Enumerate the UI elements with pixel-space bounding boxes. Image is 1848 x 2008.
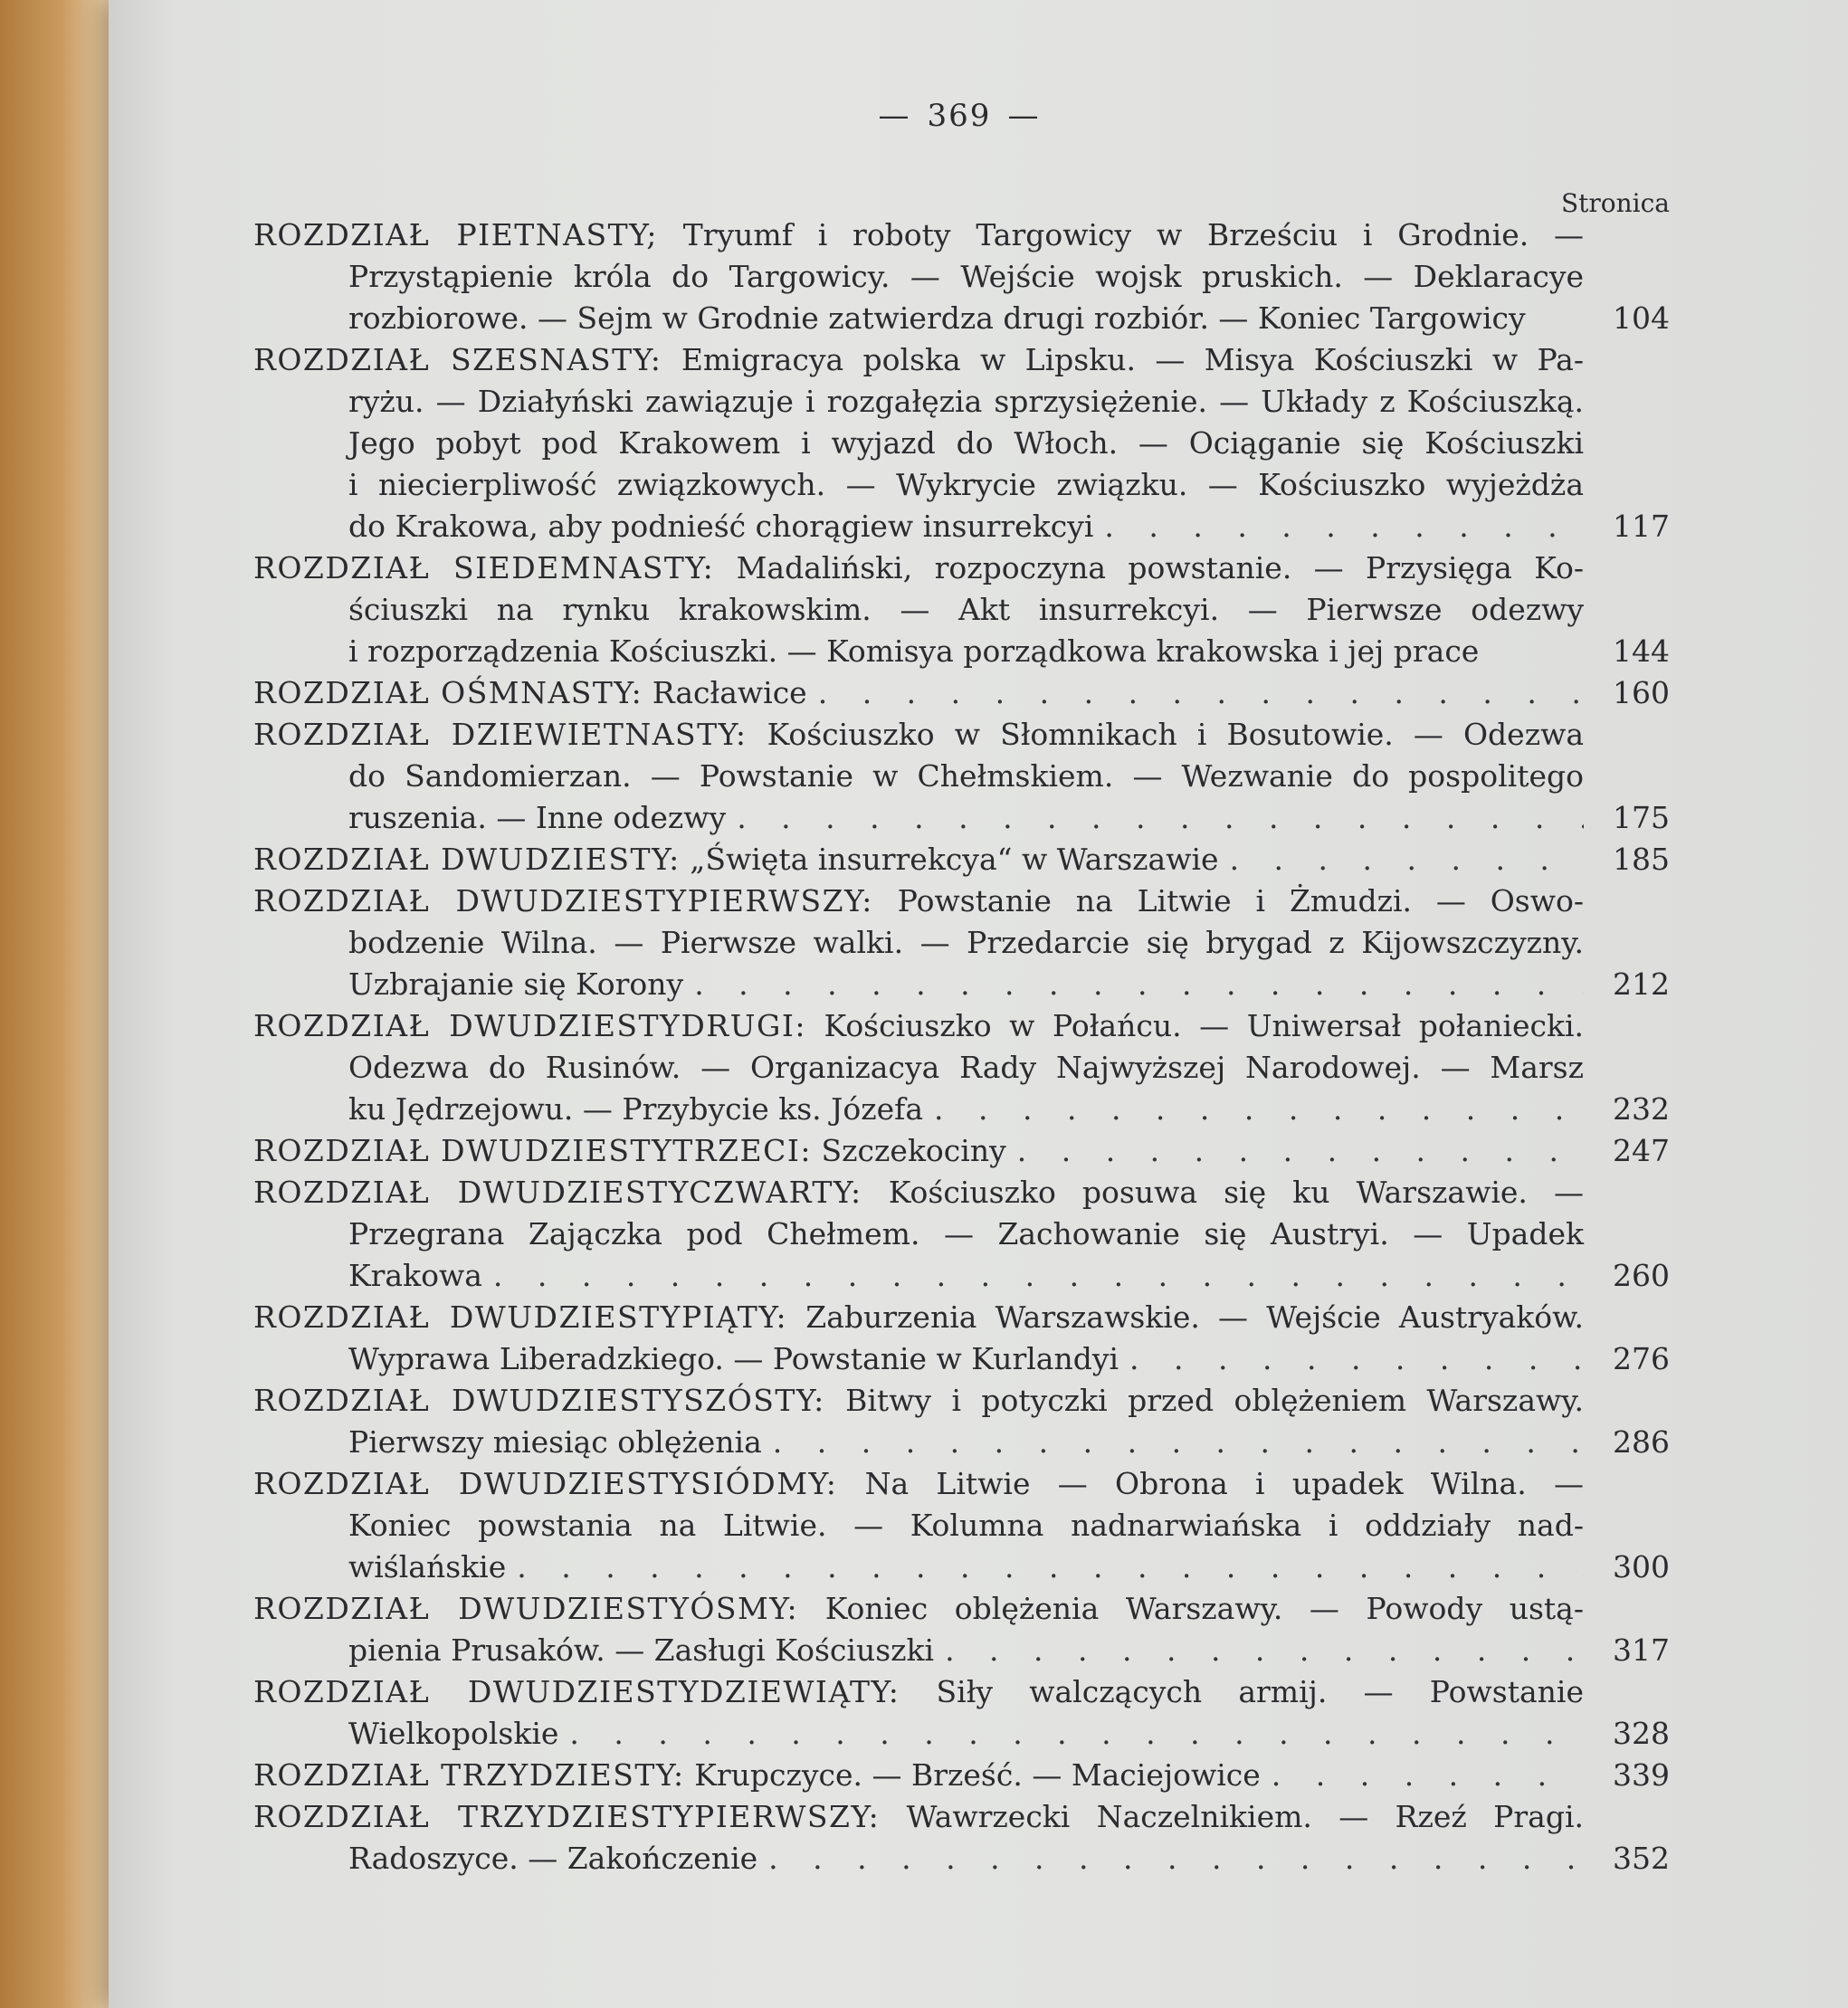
chapter-heading: ROZDZIAŁ TRZYDZIESTY: bbox=[253, 1757, 685, 1793]
chapter-summary-text: Krupczyce. — Brześć. — Maciejowice bbox=[694, 1757, 1261, 1793]
toc-entry bbox=[253, 339, 1670, 547]
table-of-contents bbox=[253, 214, 1670, 1880]
chapter-summary-text: bodzenie Wilna. — Pierwsze walki. — Przedarcie się brygad z Kijowszczyzny. bbox=[348, 925, 1584, 960]
page-reference: 160 bbox=[1613, 675, 1670, 710]
dot-leader bbox=[1119, 1338, 1584, 1380]
toc-entry bbox=[253, 1005, 1670, 1130]
chapter-heading: ROZDZIAŁ TRZYDZIESTYPIERWSZY: bbox=[253, 1799, 881, 1834]
chapter-heading: ROZDZIAŁ PIETNASTY; bbox=[253, 217, 658, 252]
toc-entry-line bbox=[253, 964, 1670, 1005]
chapter-heading: ROZDZIAŁ DWUDZIESTYPIĄTY: bbox=[253, 1299, 788, 1335]
toc-entry-line bbox=[253, 1255, 1670, 1297]
toc-entry bbox=[253, 1130, 1670, 1172]
chapter-heading: ROZDZIAŁ DWUDZIESTYSZÓSTY: bbox=[253, 1383, 825, 1418]
chapter-heading: ROZDZIAŁ DZIEWIETNASTY: bbox=[253, 717, 748, 752]
page-reference: 185 bbox=[1613, 842, 1670, 877]
chapter-summary-text: ryżu. — Działyński zawiązuje i rozgałęzia sprzysiężenie. — Układy z Kościuszką. bbox=[348, 384, 1584, 419]
toc-entry-line bbox=[253, 1172, 1670, 1213]
dot-leader bbox=[757, 1838, 1584, 1880]
page-reference: 276 bbox=[1613, 1341, 1670, 1376]
page-column-header: Stronica bbox=[1560, 188, 1670, 218]
chapter-summary-text: Krakowa bbox=[348, 1258, 482, 1293]
toc-entry-line bbox=[253, 1047, 1670, 1089]
chapter-summary-text: i rozporządzenia Kościuszki. — Komisya porządkowa krakowska i jej prace bbox=[348, 633, 1480, 669]
dot-leader bbox=[482, 1255, 1584, 1297]
chapter-summary-text: „Święta insurrekcya“ w Warszawie bbox=[690, 842, 1219, 877]
chapter-summary-text: i niecierpliwość związkowych. — Wykrycie związku. — Kościuszko wyjeżdża bbox=[348, 467, 1584, 502]
dot-leader bbox=[934, 1630, 1584, 1671]
toc-entry-line bbox=[253, 1380, 1670, 1422]
page-reference: 175 bbox=[1613, 800, 1670, 835]
chapter-summary-text: Kościuszko w Słomnikach i Bosutowie. — Odezwa bbox=[767, 717, 1584, 752]
chapter-heading: ROZDZIAŁ DWUDZIESTY: bbox=[253, 842, 681, 877]
toc-entry bbox=[253, 714, 1670, 839]
page-reference: 104 bbox=[1613, 300, 1670, 336]
toc-entry bbox=[253, 880, 1670, 1005]
chapter-heading: ROZDZIAŁ OŚMNASTY: bbox=[253, 675, 643, 710]
page-reference: 339 bbox=[1613, 1757, 1670, 1793]
toc-entry-line bbox=[253, 631, 1670, 672]
chapter-summary-text: Zaburzenia Warszawskie. — Wejście Austryaków. bbox=[805, 1299, 1584, 1335]
toc-entry bbox=[253, 1172, 1670, 1297]
toc-entry-line bbox=[253, 506, 1670, 547]
toc-entry-line bbox=[253, 1297, 1670, 1338]
chapter-heading: ROZDZIAŁ DWUDZIESTYDRUGI: bbox=[253, 1008, 806, 1043]
chapter-summary-text: ściuszki na rynku krakowskim. — Akt insurrekcyi. — Pierwsze odezwy bbox=[348, 592, 1584, 627]
chapter-summary-text: Wielkopolskie bbox=[348, 1716, 559, 1751]
dot-leader bbox=[726, 797, 1584, 839]
toc-entry-line bbox=[253, 1546, 1670, 1588]
toc-entry-line bbox=[253, 214, 1670, 256]
toc-entry-line bbox=[253, 1588, 1670, 1630]
dot-leader bbox=[1261, 1755, 1584, 1796]
page-reference: 212 bbox=[1613, 966, 1670, 1002]
chapter-summary-text: Uzbrajanie się Korony bbox=[348, 966, 684, 1002]
toc-entry bbox=[253, 839, 1670, 880]
page-reference: 144 bbox=[1613, 633, 1670, 669]
toc-entry bbox=[253, 1380, 1670, 1463]
toc-entry bbox=[253, 1463, 1670, 1588]
chapter-summary-text: Bitwy i potyczki przed oblężeniem Warszawy. bbox=[845, 1383, 1584, 1418]
chapter-summary-text: wiślańskie bbox=[348, 1549, 507, 1585]
toc-entry bbox=[253, 1297, 1670, 1380]
chapter-heading: ROZDZIAŁ DWUDZIESTYDZIEWIĄTY: bbox=[253, 1674, 900, 1709]
chapter-summary-text: rozbiorowe. — Sejm w Grodnie zatwierdza drugi rozbiór. — Koniec Targowicy bbox=[348, 300, 1526, 336]
chapter-summary-text: Madaliński, rozpoczyna powstanie. — Przysięga Ko- bbox=[736, 550, 1584, 585]
chapter-heading: ROZDZIAŁ DWUDZIESTYÓSMY: bbox=[253, 1591, 799, 1626]
toc-entry-line bbox=[253, 756, 1670, 797]
toc-entry-line bbox=[253, 1005, 1670, 1047]
chapter-summary-text: Tryumf i roboty Targowicy w Brześciu i Grodnie. — bbox=[682, 217, 1585, 252]
chapter-summary-text: ku Jędrzejowu. — Przybycie ks. Józefa bbox=[348, 1091, 924, 1127]
dot-leader bbox=[506, 1546, 1584, 1588]
dot-leader bbox=[923, 1089, 1584, 1130]
chapter-summary-text: Wawrzecki Naczelnikiem. — Rzeź Pragi. bbox=[906, 1799, 1585, 1834]
dot-leader bbox=[1219, 839, 1584, 880]
toc-entry-line bbox=[253, 1089, 1670, 1130]
toc-entry-line bbox=[253, 339, 1670, 381]
chapter-summary-text: Na Litwie — Obrona i upadek Wilna. — bbox=[864, 1466, 1584, 1501]
chapter-summary-text: Radoszyce. — Zakończenie bbox=[348, 1841, 758, 1876]
toc-entry-line bbox=[253, 1463, 1670, 1505]
toc-entry bbox=[253, 1671, 1670, 1755]
toc-entry bbox=[253, 1588, 1670, 1671]
toc-entry-line bbox=[253, 589, 1670, 631]
toc-entry-line bbox=[253, 1505, 1670, 1546]
page-number-value: 369 bbox=[927, 98, 992, 134]
toc-entry-line bbox=[253, 464, 1670, 506]
page-reference: 328 bbox=[1613, 1716, 1670, 1751]
toc-entry-line bbox=[253, 298, 1670, 339]
toc-entry bbox=[253, 1796, 1670, 1880]
toc-entry-line bbox=[253, 714, 1670, 756]
chapter-summary-text: Odezwa do Rusinów. — Organizacya Rady Najwyższej Narodowej. — Marsz bbox=[348, 1050, 1584, 1085]
toc-entry-line bbox=[253, 1422, 1670, 1463]
chapter-heading: ROZDZIAŁ SIEDEMNASTY: bbox=[253, 550, 715, 585]
page-reference: 317 bbox=[1613, 1632, 1670, 1668]
page-number: — 369 — bbox=[878, 98, 1041, 134]
dot-leader bbox=[762, 1422, 1584, 1463]
chapter-summary-text: do Krakowa, aby podnieść chorągiew insurrekcyi bbox=[348, 509, 1094, 544]
toc-entry-line bbox=[253, 880, 1670, 922]
page-reference: 260 bbox=[1613, 1258, 1670, 1293]
toc-entry-line bbox=[253, 1671, 1670, 1713]
chapter-summary-text: Koniec powstania na Litwie. — Kolumna nadnarwiańska i oddziały nad- bbox=[348, 1508, 1584, 1543]
toc-entry-line bbox=[253, 1755, 1670, 1796]
toc-entry-line bbox=[253, 672, 1670, 714]
toc-entry-line bbox=[253, 797, 1670, 839]
chapter-heading: ROZDZIAŁ DWUDZIESTYSIÓDMY: bbox=[253, 1466, 838, 1501]
toc-entry bbox=[253, 547, 1670, 672]
chapter-summary-text: Koniec oblężenia Warszawy. — Powody ustą- bbox=[824, 1591, 1584, 1626]
chapter-summary-text: Racławice bbox=[652, 675, 807, 710]
page-reference: 352 bbox=[1613, 1841, 1670, 1876]
toc-entry-line bbox=[253, 1130, 1670, 1172]
toc-entry-line bbox=[253, 1796, 1670, 1838]
chapter-summary-text: Szczekociny bbox=[821, 1133, 1006, 1168]
dot-leader bbox=[1093, 506, 1584, 547]
toc-entry-line bbox=[253, 256, 1670, 298]
chapter-summary-text: Emigracya polska w Lipsku. — Misya Kościuszki w Pa- bbox=[681, 342, 1584, 377]
chapter-heading: ROZDZIAŁ DWUDZIESTYTRZECI: bbox=[253, 1133, 813, 1168]
chapter-summary-text: Powstanie na Litwie i Żmudzi. — Oswo- bbox=[897, 883, 1584, 918]
page-reference: 117 bbox=[1613, 509, 1670, 544]
toc-entry-line bbox=[253, 1713, 1670, 1755]
page-reference: 286 bbox=[1613, 1424, 1670, 1460]
chapter-summary-text: do Sandomierzan. — Powstanie w Chełmskiem. — Wezwanie do pospolitego bbox=[348, 758, 1584, 794]
dot-leader bbox=[1006, 1130, 1584, 1172]
toc-entry-line bbox=[253, 423, 1670, 464]
dot-leader bbox=[558, 1713, 1584, 1755]
chapter-heading: ROZDZIAŁ DWUDZIESTYCZWARTY: bbox=[253, 1175, 862, 1210]
chapter-summary-text: pienia Prusaków. — Zasługi Kościuszki bbox=[348, 1632, 935, 1668]
chapter-summary-text: Jego pobyt pod Krakowem i wyjazd do Włoch. — Ociąganie się Kościuszki bbox=[348, 425, 1584, 461]
toc-entry-line bbox=[253, 839, 1670, 880]
toc-entry bbox=[253, 1755, 1670, 1796]
chapter-summary-text: Pierwszy miesiąc oblężenia bbox=[348, 1424, 762, 1460]
dot-leader bbox=[807, 672, 1584, 714]
chapter-summary-text: Kościuszko posuwa się ku Warszawie. — bbox=[888, 1175, 1584, 1210]
toc-entry-line bbox=[253, 1838, 1670, 1880]
toc-entry bbox=[253, 214, 1670, 339]
chapter-summary-text: Przystąpienie króla do Targowicy. — Wejście wojsk pruskich. — Deklaracye bbox=[348, 259, 1584, 294]
toc-entry-line bbox=[253, 1338, 1670, 1380]
toc-entry-line bbox=[253, 547, 1670, 589]
page-reference: 232 bbox=[1613, 1091, 1670, 1127]
dot-leader bbox=[683, 964, 1584, 1005]
chapter-summary-text: Wyprawa Liberadzkiego. — Powstanie w Kurlandyi bbox=[348, 1341, 1119, 1376]
chapter-summary-text: Przegrana Zajączka pod Chełmem. — Zachowanie się Austryi. — Upadek bbox=[348, 1216, 1584, 1251]
chapter-summary-text: Kościuszko w Połańcu. — Uniwersał połaniecki. bbox=[824, 1008, 1584, 1043]
toc-entry-line bbox=[253, 381, 1670, 423]
toc-entry bbox=[253, 672, 1670, 714]
toc-entry-line bbox=[253, 1213, 1670, 1255]
chapter-summary-text: Siły walczących armij. — Powstanie bbox=[936, 1674, 1584, 1709]
page-reference: 247 bbox=[1613, 1133, 1670, 1168]
page-reference: 300 bbox=[1613, 1549, 1670, 1585]
chapter-heading: ROZDZIAŁ SZESNASTY: bbox=[253, 342, 662, 377]
toc-entry-line bbox=[253, 922, 1670, 964]
chapter-summary-text: ruszenia. — Inne odezwy bbox=[348, 800, 727, 835]
chapter-heading: ROZDZIAŁ DWUDZIESTYPIERWSZY: bbox=[253, 883, 873, 918]
toc-entry-line bbox=[253, 1630, 1670, 1671]
